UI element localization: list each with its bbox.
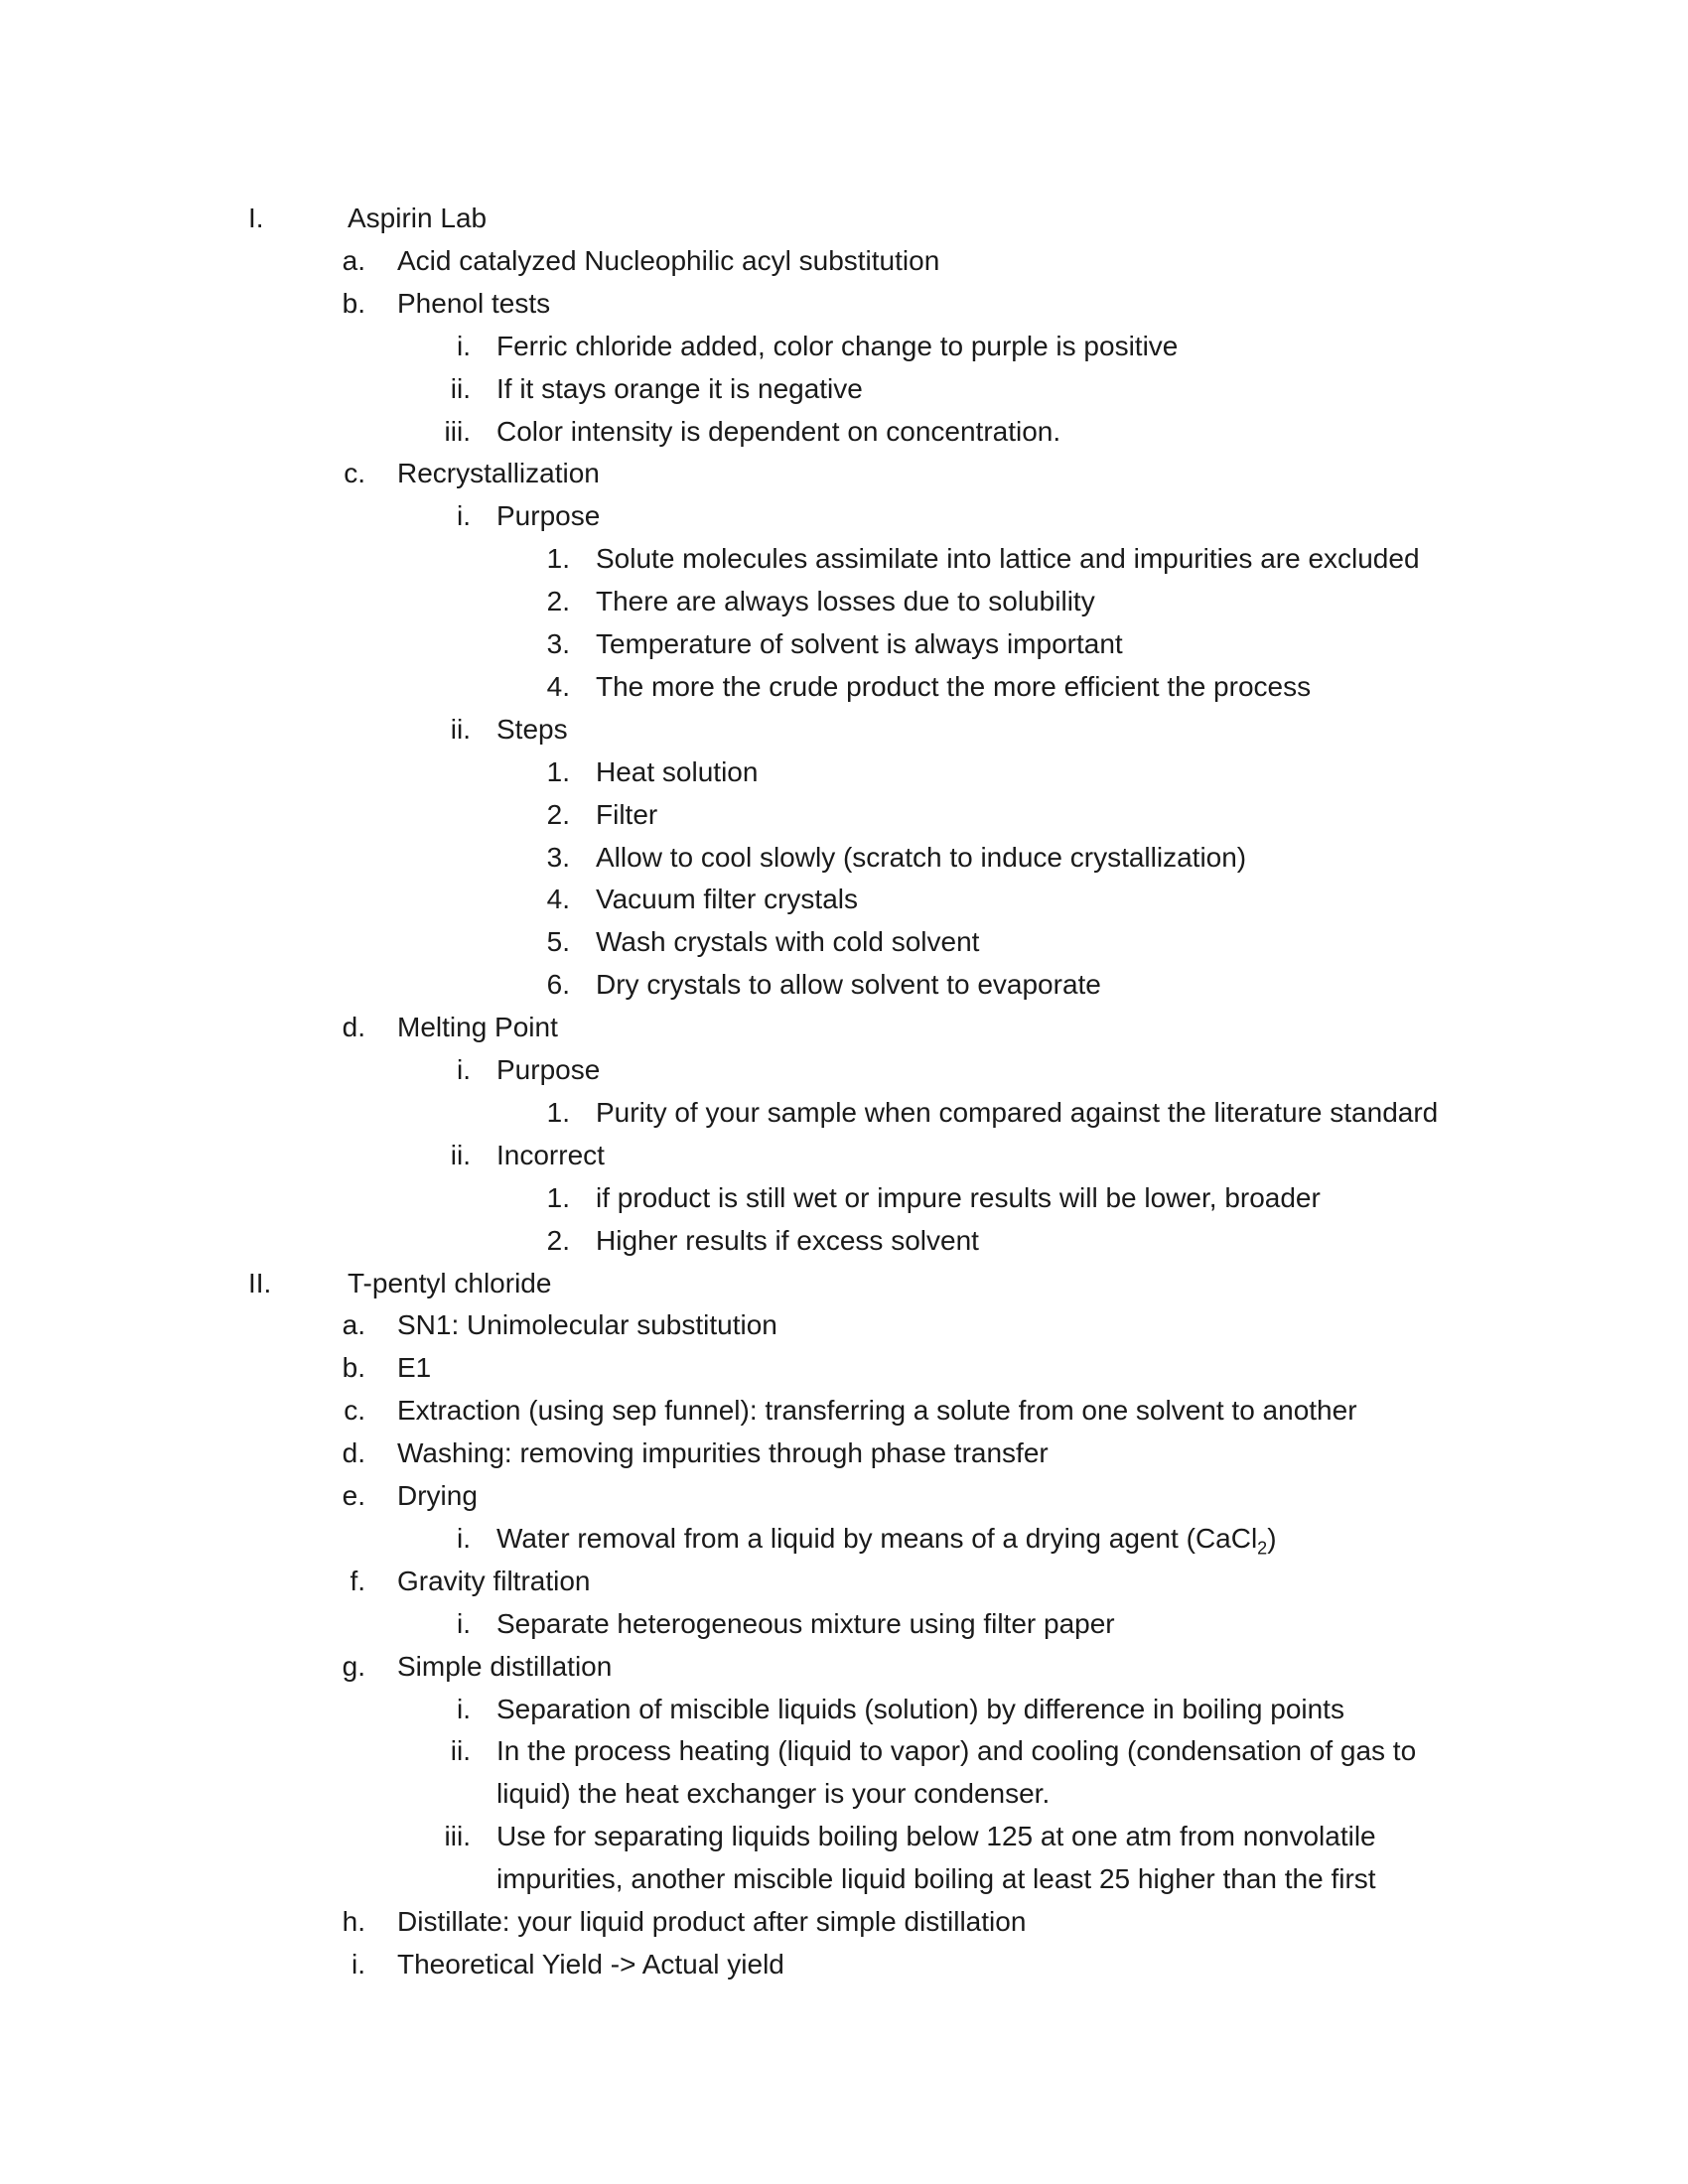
outline-item-level-4 [0, 793, 1688, 836]
outline-item-level-4 [0, 836, 1688, 879]
outline-item-level-4 [0, 963, 1688, 1006]
outline-item-level-2 [0, 1346, 1688, 1389]
outline-item-level-3 [0, 1048, 1688, 1091]
outline-marker: ii. [450, 1735, 471, 1767]
outline-text [397, 1432, 1049, 1474]
outline-marker: i. [352, 1948, 365, 1979]
outline-text-main: Separate heterogeneous mixture using filter paper [496, 1607, 1115, 1639]
outline-marker: g. [342, 1650, 365, 1682]
outline-text [496, 410, 1060, 453]
outline-marker: i. [457, 330, 471, 361]
outline-item-level-3 [0, 325, 1688, 367]
outline-text-main: Gravity filtration [397, 1565, 591, 1596]
outline-marker: i. [457, 1054, 471, 1085]
outline-marker: iii. [444, 415, 471, 447]
outline-text [397, 452, 600, 494]
outline-text-main: Dry crystals to allow solvent to evaporate [596, 969, 1101, 1001]
outline-text-main: Simple distillation [397, 1650, 613, 1682]
outline-text [596, 1091, 1438, 1134]
outline-text [397, 1645, 612, 1688]
outline-marker: I. [248, 203, 264, 233]
outline-text-main: Heat solution [596, 755, 759, 787]
outline-marker: i. [457, 1693, 471, 1724]
outline-marker: d. [342, 1012, 365, 1043]
outline-text-main: Solute molecules assimilate into lattice and impurities are excluded [596, 543, 1420, 575]
outline-text [496, 1729, 1416, 1772]
outline-item-level-2 [0, 1645, 1688, 1688]
outline-marker: a. [342, 1309, 365, 1341]
outline-text-main: Drying [397, 1480, 478, 1511]
outline-text [596, 1176, 1321, 1219]
outline-item-level-3 [0, 1772, 1688, 1815]
outline-item-level-2 [0, 1560, 1688, 1602]
outline-item-level-2 [0, 1900, 1688, 1943]
outline-marker: 2. [546, 586, 570, 617]
outline-text [596, 920, 979, 963]
outline-text [596, 580, 1095, 622]
outline-item-level-2 [0, 1474, 1688, 1517]
outline-item-level-3 [0, 367, 1688, 410]
outline-text [397, 1943, 784, 1985]
outline-text-main: if product is still wet or impure results will be lower, broader [596, 1181, 1321, 1213]
outline-item-level-2 [0, 1006, 1688, 1048]
outline-text [496, 1517, 1277, 1560]
outline-text-main: In the process heating (liquid to vapor) and cooling (condensation of gas to [496, 1735, 1417, 1767]
outline-item-level-2 [0, 1303, 1688, 1346]
outline-item-level-1 [0, 1262, 1688, 1304]
outline-item-level-3 [0, 1688, 1688, 1730]
outline-text-main: Incorrect [496, 1139, 605, 1170]
outline-text-main: Vacuum filter crystals [596, 884, 858, 915]
outline-text-main: Filter [596, 798, 658, 830]
outline-item-level-3 [0, 1857, 1688, 1900]
outline-text [596, 963, 1101, 1006]
outline-marker: 3. [546, 841, 570, 873]
outline-marker: ii. [450, 1139, 471, 1170]
outline-item-level-4 [0, 878, 1688, 920]
outline-marker: h. [342, 1906, 365, 1937]
outline-text [397, 1303, 777, 1346]
outline-marker: e. [342, 1480, 365, 1511]
outline-text-main: Ferric chloride added, color change to purple is positive [496, 330, 1179, 361]
outline-text [496, 367, 863, 410]
outline-item-level-4 [0, 537, 1688, 580]
outline-item-level-4 [0, 1219, 1688, 1262]
outline-text [397, 1900, 1026, 1943]
outline-marker: c. [344, 1395, 365, 1427]
outline-marker: b. [342, 1352, 365, 1384]
outline-marker: 5. [546, 926, 570, 958]
outline-text-main: Aspirin Lab [348, 203, 488, 233]
outline-text-main: Purity of your sample when compared against the literature standard [596, 1096, 1439, 1128]
outline-text-main: Use for separating liquids boiling below 125 at one atm from nonvolatile [496, 1821, 1376, 1852]
outline-text-main: If it stays orange it is negative [496, 372, 863, 404]
outline-marker: 1. [546, 543, 570, 575]
outline-text-main: Theoretical Yield -> Actual yield [397, 1948, 784, 1979]
outline-text-main: Recrystallization [397, 458, 600, 489]
outline-text-main: Color intensity is dependent on concentration. [496, 415, 1061, 447]
outline-marker: 4. [546, 670, 570, 702]
outline-marker: a. [342, 244, 365, 276]
outline-marker: 6. [546, 969, 570, 1001]
outline-marker: i. [457, 1607, 471, 1639]
outline-text-main: Higher results if excess solvent [596, 1224, 979, 1256]
outline-item-level-2 [0, 1943, 1688, 1985]
outline-item-level-4 [0, 665, 1688, 708]
outline-text-after: ) [1267, 1522, 1277, 1554]
outline-text-main: Allow to cool slowly (scratch to induce crystallization) [596, 841, 1247, 873]
outline-marker: ii. [450, 713, 471, 745]
outline-text [496, 325, 1178, 367]
outline-marker: d. [342, 1437, 365, 1469]
outline-item-level-3 [0, 1815, 1688, 1857]
subscript-text: 2 [1257, 1538, 1268, 1559]
outline-text-main: Separation of miscible liquids (solution) by difference in boiling points [496, 1693, 1344, 1724]
outline-text [596, 836, 1246, 879]
outline-item-level-3 [0, 1602, 1688, 1645]
outline-text [596, 1219, 979, 1262]
outline-item-level-4 [0, 1091, 1688, 1134]
outline-text [496, 1688, 1344, 1730]
outline-text-main: Wash crystals with cold solvent [596, 926, 980, 958]
outline-text [496, 494, 600, 537]
outline-item-level-2 [0, 282, 1688, 325]
outline-text-main: impurities, another miscible liquid boiling at least 25 higher than the first [496, 1863, 1376, 1895]
outline-marker: 1. [546, 755, 570, 787]
outline-marker: i. [457, 1522, 471, 1554]
outline-text-main: T-pentyl chloride [348, 1267, 552, 1298]
outline-item-level-4 [0, 580, 1688, 622]
outline-marker: c. [344, 458, 365, 489]
outline-text-main: Distillate: your liquid product after simple distillation [397, 1906, 1027, 1937]
outline-text [496, 708, 568, 751]
outline-text-main: Purpose [496, 1054, 601, 1085]
outline-text-main: E1 [397, 1352, 432, 1384]
outline-text-main: Extraction (using sep funnel): transferring a solute from one solvent to another [397, 1395, 1357, 1427]
outline-marker: ii. [450, 372, 471, 404]
outline-text [397, 1346, 431, 1389]
outline-item-level-3 [0, 1134, 1688, 1176]
outline-text-main: Melting Point [397, 1012, 558, 1043]
outline-text [397, 282, 550, 325]
outline-text [397, 1474, 478, 1517]
outline-marker: 2. [546, 1224, 570, 1256]
outline-marker: iii. [444, 1821, 471, 1852]
outline-text [397, 1389, 1357, 1432]
outline-text [496, 1772, 1050, 1815]
outline-text [397, 239, 939, 282]
outline-text [596, 537, 1420, 580]
outline-item-level-4 [0, 622, 1688, 665]
outline-item-level-2 [0, 1432, 1688, 1474]
outline-text [596, 751, 758, 793]
outline-text [496, 1134, 605, 1176]
outline-text [496, 1857, 1376, 1900]
outline-text-main: SN1: Unimolecular substitution [397, 1309, 777, 1341]
outline-marker: 3. [546, 628, 570, 659]
outline-marker: b. [342, 287, 365, 319]
outline-text-main: liquid) the heat exchanger is your condenser. [496, 1778, 1051, 1810]
outline-text [496, 1815, 1376, 1857]
outline-text-main: Phenol tests [397, 287, 551, 319]
outline-text [596, 622, 1123, 665]
outline-text [348, 1262, 551, 1304]
outline-marker: 1. [546, 1096, 570, 1128]
outline-text-main: There are always losses due to solubility [596, 586, 1095, 617]
outline-text [596, 665, 1311, 708]
outline-text [348, 197, 487, 239]
outline-text-main: Purpose [496, 500, 601, 532]
outline-item-level-2 [0, 1389, 1688, 1432]
outline-text-main: Steps [496, 713, 568, 745]
outline-text [596, 793, 657, 836]
outline-item-level-3 [0, 1729, 1688, 1772]
outline-text-main: Acid catalyzed Nucleophilic acyl substitution [397, 244, 940, 276]
outline-marker: f. [350, 1565, 365, 1596]
outline-item-level-3 [0, 494, 1688, 537]
outline-item-level-4 [0, 751, 1688, 793]
outline-marker: II. [248, 1267, 272, 1298]
outline-text [496, 1048, 600, 1091]
outline-text-main: Water removal from a liquid by means of a drying agent (CaCl [496, 1522, 1258, 1554]
outline-text-main: The more the crude product the more efficient the process [596, 670, 1312, 702]
outline-item-level-4 [0, 1176, 1688, 1219]
outline-item-level-3 [0, 410, 1688, 453]
outline-text-main: Temperature of solvent is always important [596, 628, 1123, 659]
outline-text [397, 1560, 591, 1602]
outline-marker: i. [457, 500, 471, 532]
outline-item-level-3 [0, 1517, 1688, 1560]
outline-marker: 2. [546, 798, 570, 830]
outline-item-level-4 [0, 920, 1688, 963]
outline-item-level-1 [0, 197, 1688, 239]
outline-text-main: Washing: removing impurities through phase transfer [397, 1437, 1049, 1469]
outline-item-level-3 [0, 708, 1688, 751]
outline-marker: 4. [546, 884, 570, 915]
outline-marker: 1. [546, 1181, 570, 1213]
outline-text [496, 1602, 1115, 1645]
outline-item-level-2 [0, 239, 1688, 282]
outline-item-level-2 [0, 452, 1688, 494]
outline-text [596, 878, 858, 920]
outline-text [397, 1006, 558, 1048]
